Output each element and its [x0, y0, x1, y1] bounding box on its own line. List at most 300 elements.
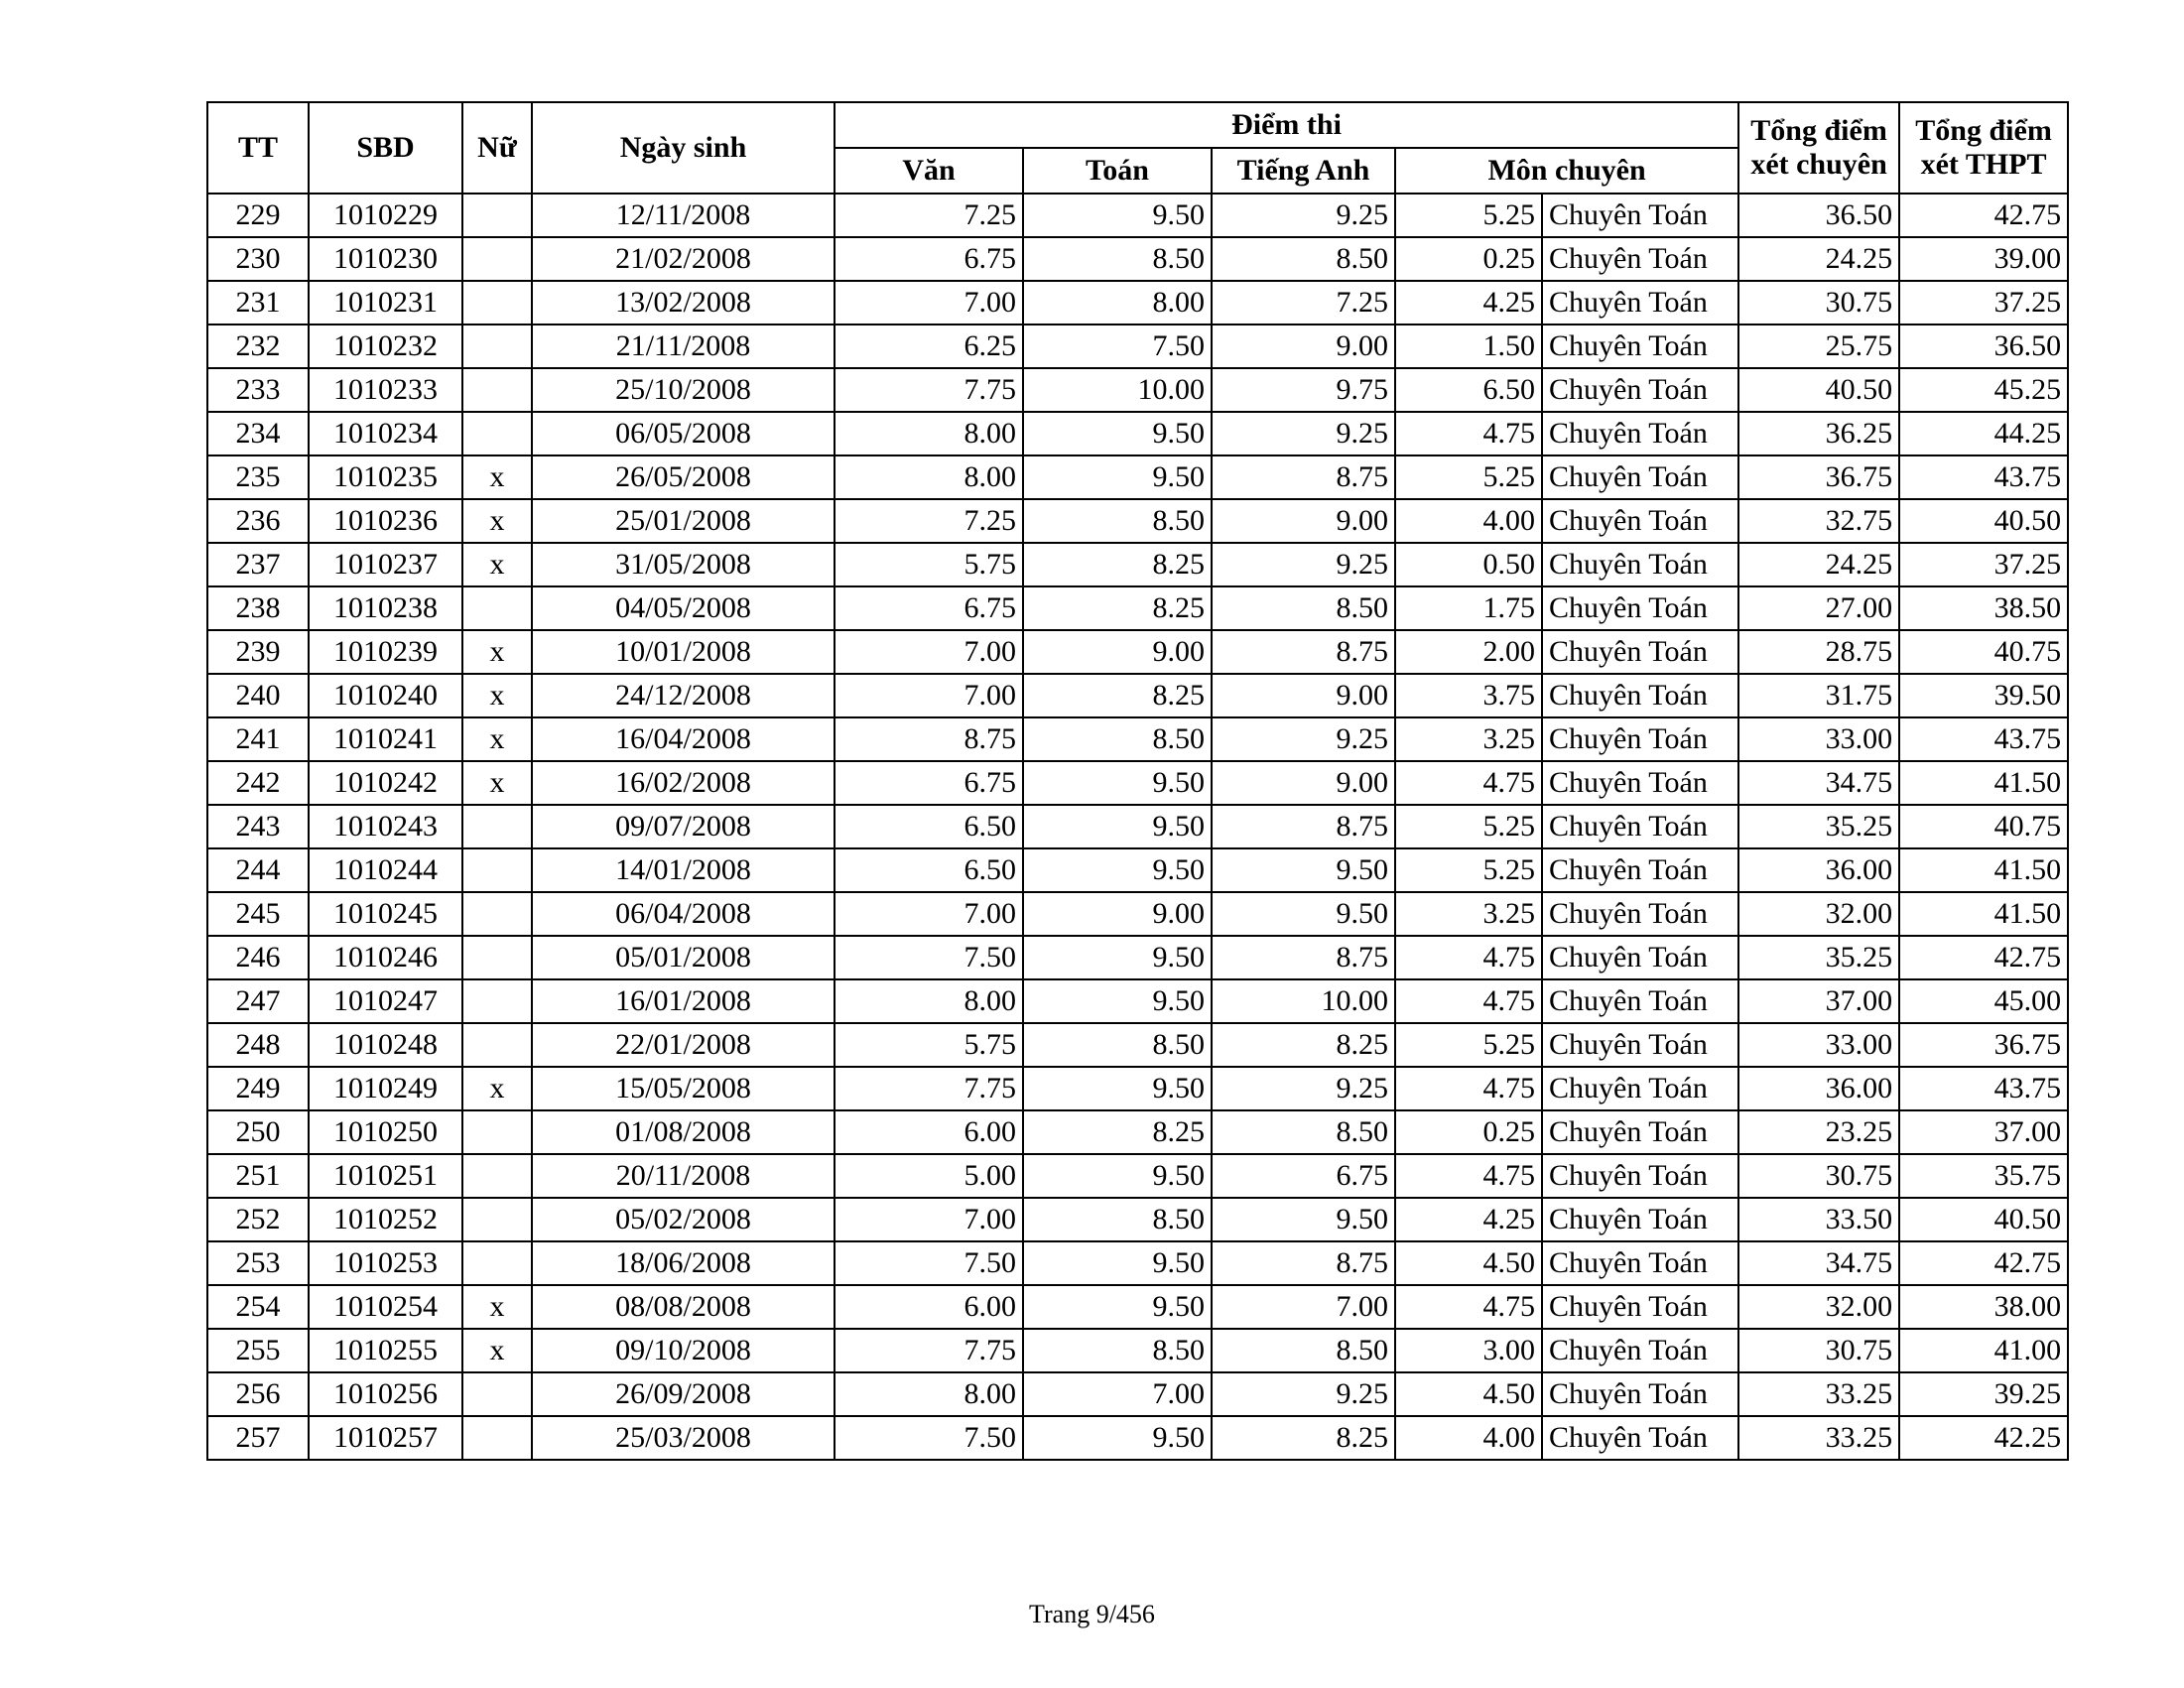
cell-nu: x	[462, 630, 532, 674]
cell-nu	[462, 892, 532, 936]
cell-mon-chuyen-ten: Chuyên Toán	[1542, 368, 1738, 412]
cell-mon-chuyen-ten: Chuyên Toán	[1542, 237, 1738, 281]
cell-mon-chuyen-ten: Chuyên Toán	[1542, 194, 1738, 237]
cell-toan: 9.50	[1023, 979, 1212, 1023]
cell-tt: 232	[207, 325, 309, 368]
cell-van: 5.75	[835, 543, 1023, 586]
cell-toan: 8.50	[1023, 237, 1212, 281]
cell-mon-chuyen-diem: 4.50	[1395, 1372, 1542, 1416]
cell-nu	[462, 194, 532, 237]
cell-ngay-sinh: 16/02/2008	[532, 761, 835, 805]
cell-ngay-sinh: 22/01/2008	[532, 1023, 835, 1067]
table-row	[207, 1198, 2068, 1241]
cell-tong-xet-chuyen: 37.00	[1738, 979, 1899, 1023]
cell-mon-chuyen-diem: 4.75	[1395, 761, 1542, 805]
cell-sbd: 1010236	[309, 499, 462, 543]
cell-van: 7.00	[835, 1198, 1023, 1241]
cell-ngay-sinh: 21/11/2008	[532, 325, 835, 368]
table-row	[207, 674, 2068, 717]
cell-sbd: 1010253	[309, 1241, 462, 1285]
cell-sbd: 1010230	[309, 237, 462, 281]
cell-sbd: 1010244	[309, 848, 462, 892]
cell-ngay-sinh: 12/11/2008	[532, 194, 835, 237]
cell-sbd: 1010252	[309, 1198, 462, 1241]
cell-toan: 9.50	[1023, 412, 1212, 455]
header-tong-xet-chuyen: Tổng điểm xét chuyên	[1738, 102, 1899, 194]
cell-tong-xet-thpt: 38.00	[1899, 1285, 2068, 1329]
header-tong-xet-thpt: Tổng điểm xét THPT	[1899, 102, 2068, 194]
cell-toan: 7.00	[1023, 1372, 1212, 1416]
cell-mon-chuyen-diem: 3.25	[1395, 717, 1542, 761]
cell-van: 7.75	[835, 1067, 1023, 1110]
cell-van: 8.00	[835, 979, 1023, 1023]
cell-tong-xet-thpt: 42.25	[1899, 1416, 2068, 1460]
cell-tong-xet-thpt: 36.50	[1899, 325, 2068, 368]
cell-van: 7.75	[835, 368, 1023, 412]
cell-sbd: 1010233	[309, 368, 462, 412]
cell-nu: x	[462, 1067, 532, 1110]
cell-ngay-sinh: 04/05/2008	[532, 586, 835, 630]
cell-ngay-sinh: 06/05/2008	[532, 412, 835, 455]
cell-mon-chuyen-ten: Chuyên Toán	[1542, 1416, 1738, 1460]
cell-mon-chuyen-diem: 1.50	[1395, 325, 1542, 368]
cell-tong-xet-thpt: 40.75	[1899, 630, 2068, 674]
cell-sbd: 1010235	[309, 455, 462, 499]
cell-tieng-anh: 9.50	[1212, 848, 1395, 892]
cell-van: 6.00	[835, 1285, 1023, 1329]
cell-tt: 249	[207, 1067, 309, 1110]
cell-tt: 241	[207, 717, 309, 761]
cell-toan: 9.00	[1023, 892, 1212, 936]
cell-mon-chuyen-ten: Chuyên Toán	[1542, 1154, 1738, 1198]
cell-van: 8.00	[835, 1372, 1023, 1416]
table-row	[207, 586, 2068, 630]
cell-mon-chuyen-ten: Chuyên Toán	[1542, 1198, 1738, 1241]
cell-tong-xet-thpt: 41.00	[1899, 1329, 2068, 1372]
cell-tong-xet-chuyen: 32.75	[1738, 499, 1899, 543]
cell-van: 5.75	[835, 1023, 1023, 1067]
cell-tong-xet-thpt: 40.50	[1899, 499, 2068, 543]
table-body	[207, 194, 2068, 1460]
cell-tong-xet-thpt: 42.75	[1899, 1241, 2068, 1285]
cell-tong-xet-thpt: 39.50	[1899, 674, 2068, 717]
cell-tong-xet-thpt: 42.75	[1899, 936, 2068, 979]
header-sbd: SBD	[309, 102, 462, 194]
cell-tieng-anh: 9.25	[1212, 412, 1395, 455]
cell-tieng-anh: 9.50	[1212, 1198, 1395, 1241]
cell-van: 6.75	[835, 761, 1023, 805]
cell-tong-xet-chuyen: 25.75	[1738, 325, 1899, 368]
cell-nu	[462, 979, 532, 1023]
cell-mon-chuyen-diem: 4.75	[1395, 936, 1542, 979]
header-tt: TT	[207, 102, 309, 194]
cell-mon-chuyen-diem: 5.25	[1395, 194, 1542, 237]
cell-sbd: 1010242	[309, 761, 462, 805]
cell-toan: 9.50	[1023, 848, 1212, 892]
table-row	[207, 761, 2068, 805]
cell-toan: 9.50	[1023, 761, 1212, 805]
cell-tt: 246	[207, 936, 309, 979]
cell-sbd: 1010249	[309, 1067, 462, 1110]
cell-tt: 236	[207, 499, 309, 543]
cell-toan: 8.25	[1023, 543, 1212, 586]
cell-sbd: 1010229	[309, 194, 462, 237]
cell-tt: 257	[207, 1416, 309, 1460]
cell-tong-xet-chuyen: 35.25	[1738, 936, 1899, 979]
cell-toan: 8.50	[1023, 1329, 1212, 1372]
cell-van: 6.25	[835, 325, 1023, 368]
cell-tong-xet-thpt: 35.75	[1899, 1154, 2068, 1198]
table-row	[207, 979, 2068, 1023]
cell-sbd: 1010241	[309, 717, 462, 761]
cell-sbd: 1010254	[309, 1285, 462, 1329]
cell-tieng-anh: 9.25	[1212, 1067, 1395, 1110]
cell-tong-xet-chuyen: 27.00	[1738, 586, 1899, 630]
table-row	[207, 1110, 2068, 1154]
cell-mon-chuyen-diem: 3.25	[1395, 892, 1542, 936]
cell-tieng-anh: 9.25	[1212, 1372, 1395, 1416]
cell-tt: 240	[207, 674, 309, 717]
cell-mon-chuyen-ten: Chuyên Toán	[1542, 630, 1738, 674]
cell-tong-xet-chuyen: 33.25	[1738, 1416, 1899, 1460]
cell-tt: 237	[207, 543, 309, 586]
cell-tt: 239	[207, 630, 309, 674]
cell-nu: x	[462, 717, 532, 761]
table-row	[207, 368, 2068, 412]
cell-van: 8.00	[835, 455, 1023, 499]
cell-mon-chuyen-diem: 0.25	[1395, 237, 1542, 281]
cell-tong-xet-chuyen: 30.75	[1738, 1154, 1899, 1198]
cell-van: 7.25	[835, 194, 1023, 237]
cell-mon-chuyen-diem: 4.25	[1395, 1198, 1542, 1241]
cell-ngay-sinh: 26/09/2008	[532, 1372, 835, 1416]
cell-tong-xet-chuyen: 28.75	[1738, 630, 1899, 674]
cell-mon-chuyen-diem: 6.50	[1395, 368, 1542, 412]
cell-tt: 253	[207, 1241, 309, 1285]
cell-mon-chuyen-diem: 4.75	[1395, 979, 1542, 1023]
cell-tieng-anh: 9.25	[1212, 717, 1395, 761]
cell-tieng-anh: 8.75	[1212, 805, 1395, 848]
cell-sbd: 1010256	[309, 1372, 462, 1416]
cell-toan: 8.25	[1023, 1110, 1212, 1154]
cell-nu	[462, 848, 532, 892]
cell-sbd: 1010239	[309, 630, 462, 674]
cell-tong-xet-thpt: 41.50	[1899, 848, 2068, 892]
cell-tt: 254	[207, 1285, 309, 1329]
table-row	[207, 1416, 2068, 1460]
table-header	[207, 102, 2068, 194]
cell-sbd: 1010232	[309, 325, 462, 368]
table-row	[207, 630, 2068, 674]
cell-tong-xet-thpt: 39.25	[1899, 1372, 2068, 1416]
cell-nu	[462, 325, 532, 368]
cell-mon-chuyen-diem: 4.50	[1395, 1241, 1542, 1285]
cell-tieng-anh: 8.50	[1212, 586, 1395, 630]
cell-tt: 238	[207, 586, 309, 630]
cell-tong-xet-chuyen: 32.00	[1738, 1285, 1899, 1329]
cell-tong-xet-thpt: 43.75	[1899, 1067, 2068, 1110]
cell-tt: 242	[207, 761, 309, 805]
cell-tong-xet-thpt: 40.75	[1899, 805, 2068, 848]
cell-van: 8.00	[835, 412, 1023, 455]
cell-mon-chuyen-diem: 3.00	[1395, 1329, 1542, 1372]
table-row	[207, 805, 2068, 848]
cell-tong-xet-thpt: 45.00	[1899, 979, 2068, 1023]
cell-ngay-sinh: 05/01/2008	[532, 936, 835, 979]
cell-nu	[462, 1110, 532, 1154]
cell-mon-chuyen-ten: Chuyên Toán	[1542, 761, 1738, 805]
cell-ngay-sinh: 09/10/2008	[532, 1329, 835, 1372]
cell-tong-xet-chuyen: 34.75	[1738, 761, 1899, 805]
table-row	[207, 1067, 2068, 1110]
cell-tt: 256	[207, 1372, 309, 1416]
cell-tt: 252	[207, 1198, 309, 1241]
cell-tieng-anh: 8.25	[1212, 1416, 1395, 1460]
cell-nu: x	[462, 543, 532, 586]
cell-tong-xet-chuyen: 31.75	[1738, 674, 1899, 717]
cell-nu	[462, 1416, 532, 1460]
cell-tong-xet-thpt: 39.00	[1899, 237, 2068, 281]
cell-tong-xet-thpt: 45.25	[1899, 368, 2068, 412]
cell-mon-chuyen-diem: 4.75	[1395, 412, 1542, 455]
cell-mon-chuyen-diem: 5.25	[1395, 848, 1542, 892]
cell-ngay-sinh: 31/05/2008	[532, 543, 835, 586]
header-tieng-anh: Tiếng Anh	[1212, 148, 1395, 194]
cell-tt: 233	[207, 368, 309, 412]
table-row	[207, 412, 2068, 455]
cell-van: 6.00	[835, 1110, 1023, 1154]
cell-ngay-sinh: 06/04/2008	[532, 892, 835, 936]
cell-mon-chuyen-ten: Chuyên Toán	[1542, 499, 1738, 543]
table-row	[207, 237, 2068, 281]
cell-tt: 229	[207, 194, 309, 237]
cell-toan: 8.50	[1023, 717, 1212, 761]
cell-nu	[462, 936, 532, 979]
cell-tong-xet-thpt: 37.25	[1899, 543, 2068, 586]
cell-nu: x	[462, 499, 532, 543]
cell-ngay-sinh: 15/05/2008	[532, 1067, 835, 1110]
cell-mon-chuyen-ten: Chuyên Toán	[1542, 586, 1738, 630]
cell-tieng-anh: 9.00	[1212, 761, 1395, 805]
cell-mon-chuyen-ten: Chuyên Toán	[1542, 717, 1738, 761]
table-row	[207, 848, 2068, 892]
header-nu: Nữ	[462, 102, 532, 194]
cell-nu	[462, 1198, 532, 1241]
cell-tong-xet-chuyen: 36.00	[1738, 848, 1899, 892]
table-row	[207, 1023, 2068, 1067]
cell-sbd: 1010248	[309, 1023, 462, 1067]
cell-mon-chuyen-ten: Chuyên Toán	[1542, 936, 1738, 979]
table-row	[207, 194, 2068, 237]
cell-ngay-sinh: 08/08/2008	[532, 1285, 835, 1329]
cell-van: 6.75	[835, 586, 1023, 630]
cell-tong-xet-chuyen: 35.25	[1738, 805, 1899, 848]
cell-tong-xet-thpt: 41.50	[1899, 761, 2068, 805]
cell-ngay-sinh: 01/08/2008	[532, 1110, 835, 1154]
cell-tieng-anh: 8.75	[1212, 1241, 1395, 1285]
table-row	[207, 892, 2068, 936]
cell-toan: 9.50	[1023, 805, 1212, 848]
cell-mon-chuyen-ten: Chuyên Toán	[1542, 455, 1738, 499]
cell-nu	[462, 1154, 532, 1198]
cell-mon-chuyen-ten: Chuyên Toán	[1542, 1372, 1738, 1416]
cell-nu: x	[462, 1329, 532, 1372]
cell-toan: 9.50	[1023, 1416, 1212, 1460]
cell-nu	[462, 281, 532, 325]
cell-toan: 9.50	[1023, 1067, 1212, 1110]
cell-tieng-anh: 6.75	[1212, 1154, 1395, 1198]
table-row	[207, 936, 2068, 979]
cell-tong-xet-thpt: 37.00	[1899, 1110, 2068, 1154]
cell-ngay-sinh: 18/06/2008	[532, 1241, 835, 1285]
cell-tong-xet-chuyen: 23.25	[1738, 1110, 1899, 1154]
cell-tong-xet-thpt: 42.75	[1899, 194, 2068, 237]
cell-mon-chuyen-ten: Chuyên Toán	[1542, 1241, 1738, 1285]
cell-nu: x	[462, 1285, 532, 1329]
cell-tong-xet-chuyen: 33.25	[1738, 1372, 1899, 1416]
cell-mon-chuyen-ten: Chuyên Toán	[1542, 892, 1738, 936]
cell-tong-xet-chuyen: 30.75	[1738, 281, 1899, 325]
cell-toan: 8.50	[1023, 499, 1212, 543]
cell-tong-xet-chuyen: 34.75	[1738, 1241, 1899, 1285]
cell-van: 7.75	[835, 1329, 1023, 1372]
cell-sbd: 1010255	[309, 1329, 462, 1372]
cell-ngay-sinh: 05/02/2008	[532, 1198, 835, 1241]
table-row	[207, 1285, 2068, 1329]
cell-tieng-anh: 9.25	[1212, 194, 1395, 237]
cell-van: 7.50	[835, 1416, 1023, 1460]
cell-sbd: 1010240	[309, 674, 462, 717]
cell-mon-chuyen-ten: Chuyên Toán	[1542, 805, 1738, 848]
cell-tieng-anh: 7.00	[1212, 1285, 1395, 1329]
cell-sbd: 1010243	[309, 805, 462, 848]
cell-tt: 250	[207, 1110, 309, 1154]
cell-tong-xet-thpt: 44.25	[1899, 412, 2068, 455]
cell-ngay-sinh: 16/04/2008	[532, 717, 835, 761]
score-table	[206, 101, 2069, 1461]
cell-tieng-anh: 8.50	[1212, 237, 1395, 281]
cell-tieng-anh: 9.00	[1212, 325, 1395, 368]
header-diem-thi: Điểm thi	[835, 102, 1738, 148]
cell-ngay-sinh: 09/07/2008	[532, 805, 835, 848]
cell-tong-xet-thpt: 40.50	[1899, 1198, 2068, 1241]
cell-sbd: 1010250	[309, 1110, 462, 1154]
cell-mon-chuyen-diem: 4.00	[1395, 499, 1542, 543]
cell-tieng-anh: 7.25	[1212, 281, 1395, 325]
cell-tieng-anh: 8.25	[1212, 1023, 1395, 1067]
cell-sbd: 1010237	[309, 543, 462, 586]
cell-mon-chuyen-ten: Chuyên Toán	[1542, 281, 1738, 325]
cell-van: 7.50	[835, 936, 1023, 979]
cell-mon-chuyen-diem: 4.00	[1395, 1416, 1542, 1460]
cell-tt: 247	[207, 979, 309, 1023]
cell-mon-chuyen-diem: 0.25	[1395, 1110, 1542, 1154]
cell-ngay-sinh: 10/01/2008	[532, 630, 835, 674]
cell-tong-xet-chuyen: 36.00	[1738, 1067, 1899, 1110]
table-row	[207, 1372, 2068, 1416]
cell-toan: 7.50	[1023, 325, 1212, 368]
cell-tt: 248	[207, 1023, 309, 1067]
cell-tong-xet-thpt: 43.75	[1899, 717, 2068, 761]
cell-mon-chuyen-ten: Chuyên Toán	[1542, 1023, 1738, 1067]
cell-tong-xet-thpt: 43.75	[1899, 455, 2068, 499]
cell-mon-chuyen-diem: 1.75	[1395, 586, 1542, 630]
cell-van: 6.75	[835, 237, 1023, 281]
cell-sbd: 1010251	[309, 1154, 462, 1198]
cell-tong-xet-chuyen: 32.00	[1738, 892, 1899, 936]
cell-tt: 235	[207, 455, 309, 499]
cell-toan: 9.50	[1023, 1154, 1212, 1198]
cell-toan: 8.00	[1023, 281, 1212, 325]
cell-sbd: 1010238	[309, 586, 462, 630]
cell-mon-chuyen-ten: Chuyên Toán	[1542, 412, 1738, 455]
cell-mon-chuyen-ten: Chuyên Toán	[1542, 848, 1738, 892]
cell-tong-xet-chuyen: 24.25	[1738, 237, 1899, 281]
cell-nu	[462, 237, 532, 281]
cell-sbd: 1010257	[309, 1416, 462, 1460]
cell-tt: 251	[207, 1154, 309, 1198]
cell-van: 5.00	[835, 1154, 1023, 1198]
cell-tt: 255	[207, 1329, 309, 1372]
cell-van: 6.50	[835, 805, 1023, 848]
table-row	[207, 1154, 2068, 1198]
cell-tong-xet-chuyen: 36.25	[1738, 412, 1899, 455]
table-row	[207, 717, 2068, 761]
cell-nu	[462, 412, 532, 455]
page-number: Trang 9/456	[1029, 1600, 1155, 1628]
cell-ngay-sinh: 25/10/2008	[532, 368, 835, 412]
cell-tong-xet-chuyen: 36.50	[1738, 194, 1899, 237]
cell-toan: 9.50	[1023, 1285, 1212, 1329]
cell-sbd: 1010245	[309, 892, 462, 936]
cell-mon-chuyen-diem: 5.25	[1395, 455, 1542, 499]
cell-nu: x	[462, 674, 532, 717]
cell-tong-xet-thpt: 41.50	[1899, 892, 2068, 936]
cell-mon-chuyen-ten: Chuyên Toán	[1542, 1285, 1738, 1329]
cell-tong-xet-chuyen: 33.00	[1738, 1023, 1899, 1067]
cell-toan: 8.25	[1023, 674, 1212, 717]
cell-tt: 244	[207, 848, 309, 892]
header-mon-chuyen: Môn chuyên	[1395, 148, 1738, 194]
cell-van: 7.00	[835, 281, 1023, 325]
cell-mon-chuyen-diem: 4.25	[1395, 281, 1542, 325]
table-row	[207, 499, 2068, 543]
cell-mon-chuyen-diem: 4.75	[1395, 1067, 1542, 1110]
cell-van: 7.00	[835, 630, 1023, 674]
cell-mon-chuyen-ten: Chuyên Toán	[1542, 325, 1738, 368]
cell-nu	[462, 1023, 532, 1067]
cell-toan: 9.50	[1023, 1241, 1212, 1285]
cell-tieng-anh: 9.00	[1212, 674, 1395, 717]
cell-nu	[462, 1241, 532, 1285]
cell-toan: 9.50	[1023, 936, 1212, 979]
cell-mon-chuyen-diem: 5.25	[1395, 805, 1542, 848]
cell-tieng-anh: 8.50	[1212, 1110, 1395, 1154]
cell-ngay-sinh: 24/12/2008	[532, 674, 835, 717]
cell-tieng-anh: 9.75	[1212, 368, 1395, 412]
cell-tieng-anh: 8.75	[1212, 630, 1395, 674]
cell-mon-chuyen-diem: 4.75	[1395, 1154, 1542, 1198]
cell-toan: 9.50	[1023, 455, 1212, 499]
cell-tieng-anh: 9.50	[1212, 892, 1395, 936]
cell-van: 7.25	[835, 499, 1023, 543]
cell-mon-chuyen-ten: Chuyên Toán	[1542, 543, 1738, 586]
cell-ngay-sinh: 26/05/2008	[532, 455, 835, 499]
cell-toan: 9.00	[1023, 630, 1212, 674]
cell-mon-chuyen-diem: 2.00	[1395, 630, 1542, 674]
cell-tt: 243	[207, 805, 309, 848]
cell-toan: 10.00	[1023, 368, 1212, 412]
